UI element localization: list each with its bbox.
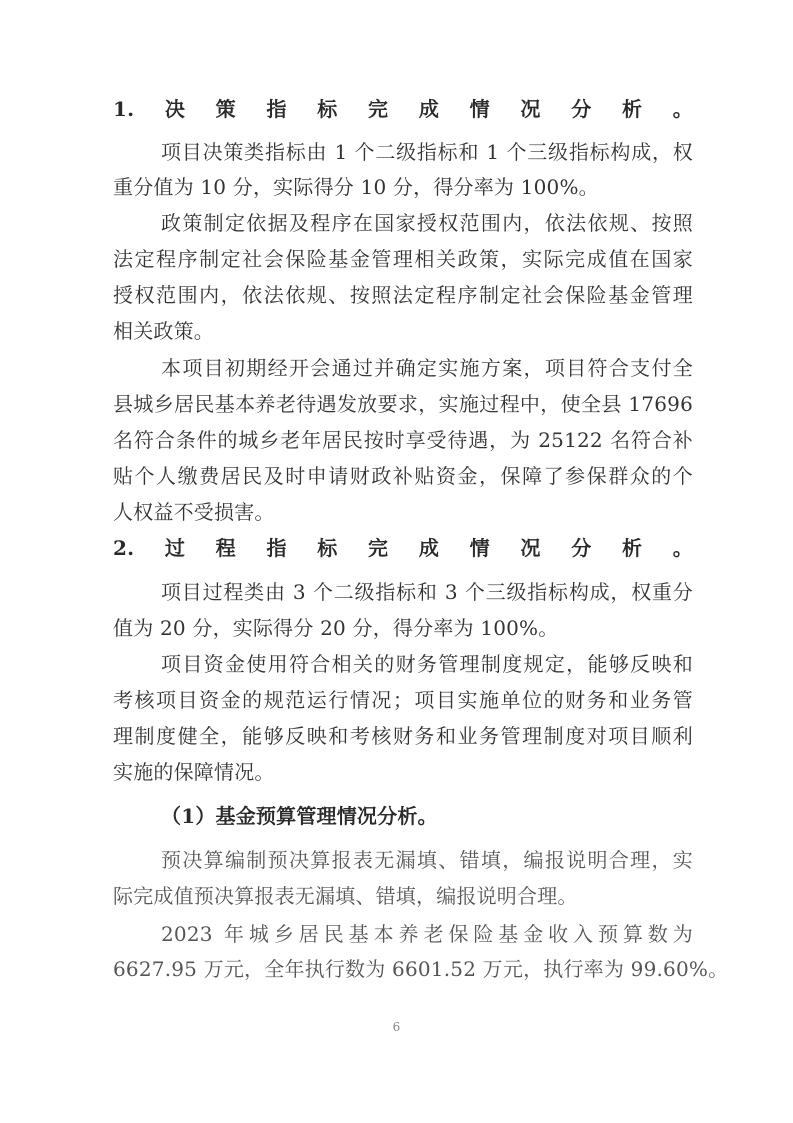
heading-process-indicators: 2.过程指标完成情况分析。	[113, 536, 693, 560]
paragraph-line: 授权范围内，依法依规、按照法定程序制定社会保险基金管理	[113, 283, 693, 307]
paragraph-line: 名符合条件的城乡老年居民按时享受待遇，为 25122 名符合补	[113, 428, 693, 452]
paragraph-line: 本项目初期经开会通过并确定实施方案，项目符合支付全	[161, 356, 693, 380]
paragraph-line: 人权益不受损害。	[113, 500, 275, 524]
paragraph-line: 项目资金使用符合相关的财务管理制度规定，能够反映和	[161, 652, 693, 676]
paragraph-line: 际完成值预决算报表无漏填、错填，编报说明合理。	[113, 884, 578, 908]
paragraph-line: 县城乡居民基本养老待遇发放要求，实施过程中，使全县 17696	[113, 392, 693, 416]
paragraph-line: 重分值为 10 分，实际得分 10 分，得分率为 100%。	[113, 175, 599, 199]
paragraph-line: 项目过程类由 3 个二级指标和 3 个三级指标构成，权重分	[161, 580, 693, 604]
paragraph-line: 相关政策。	[113, 319, 214, 343]
page-number: 6	[392, 1020, 401, 1034]
paragraph-line: 2023 年城乡居民基本养老保险基金收入预算数为	[161, 922, 693, 946]
paragraph-line: 实施的保障情况。	[113, 760, 275, 784]
heading-fund-budget: （1）基金预算管理情况分析。	[161, 804, 438, 828]
paragraph-line: 值为 20 分，实际得分 20 分，得分率为 100%。	[113, 616, 559, 640]
paragraph-line: 考核项目资金的规范运行情况；项目实施单位的财务和业务管	[113, 688, 693, 712]
paragraph-line: 法定程序制定社会保险基金管理相关政策，实际完成值在国家	[113, 247, 693, 271]
heading-decision-indicators: 1.决策指标完成情况分析。	[113, 97, 693, 121]
paragraph-line: 政策制定依据及程序在国家授权范围内，依法依规、按照	[161, 211, 693, 235]
paragraph-line: 预决算编制预决算报表无漏填、错填，编报说明合理，实	[161, 848, 693, 872]
paragraph-line: 贴个人缴费居民及时申请财政补贴资金，保障了参保群众的个	[113, 464, 693, 488]
paragraph-line: 项目决策类指标由 1 个二级指标和 1 个三级指标构成，权	[161, 140, 693, 164]
paragraph-line: 理制度健全，能够反映和考核财务和业务管理制度对项目顺利	[113, 724, 693, 748]
paragraph-line: 6627.95 万元，全年执行数为 6601.52 万元，执行率为 99.60%。	[113, 957, 729, 981]
